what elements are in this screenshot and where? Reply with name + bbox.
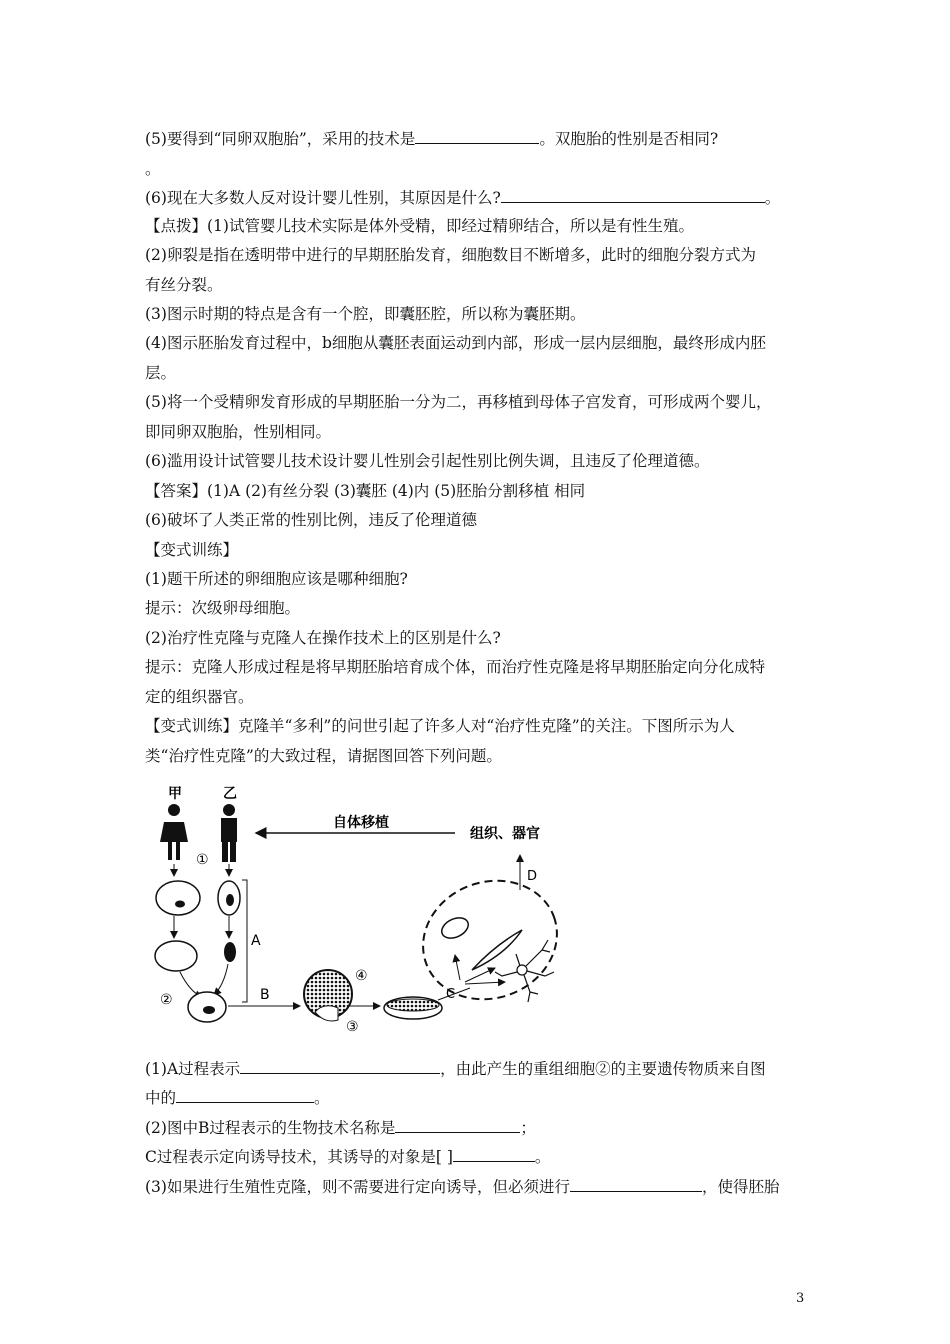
q5-text: (5)要得到“同卵双胞胎”，采用的技术是 [145, 130, 416, 148]
blastocyst [304, 970, 352, 1021]
label-autotransplant: 自体移植 [333, 815, 389, 831]
q5-end: 。 [145, 160, 161, 178]
egg-cell [156, 881, 200, 915]
b2-text-4: 。 [534, 1148, 551, 1166]
label-D: D [527, 869, 538, 884]
hint-line-2: (2)卵裂是指在透明带中进行的早期胚胎发育，细胞数目不断增多，此时的细胞分裂方式为 [145, 246, 756, 264]
b1-cont [145, 1087, 330, 1108]
answer-blank[interactable] [240, 1058, 440, 1074]
answer-blank[interactable] [570, 1176, 702, 1192]
hint-line-6: 层。 [145, 364, 177, 382]
b1-text-4: 。 [314, 1089, 330, 1107]
b1-text-2: ，由此产生的重组细胞②的主要遗传物质来自图 [440, 1060, 766, 1078]
answer-line-1: 【答案】(1)A (2)有丝分裂 (3)囊胚 (4)内 (5)胚胎分割移植 相同 [145, 482, 586, 500]
q6-line [145, 187, 780, 208]
b2-text-3: C过程表示定向诱导技术，其诱导的对象是[ ] [145, 1148, 453, 1166]
q5-text-2: 。双胞胎的性别是否相同? [539, 130, 719, 148]
hint-line-8: 即同卵双胞胎，性别相同。 [145, 423, 332, 441]
label-A: A [251, 933, 261, 949]
hint-line-1: 【点拨】(1)试管婴儿技术实际是体外受精，即经过精卵结合，所以是有性生殖。 [145, 217, 694, 235]
b1-line [145, 1058, 766, 1079]
page-number: 3 [796, 1291, 805, 1306]
tip-2: 提示：克隆人形成过程是将早期胚胎培育成个体，而治疗性克隆是将早期胚胎定向分化成特 [145, 658, 766, 676]
b1-text-3: 中的 [145, 1089, 177, 1107]
label-yi: 乙 [223, 786, 237, 802]
marker-1: ① [196, 852, 209, 868]
hint-line-7: (5)将一个受精卵发育形成的早期胚胎一分为二，再移植到母体子宫发育，可形成两个婴儿， [145, 393, 772, 411]
cell-type-spindle [472, 930, 522, 970]
label-jia: 甲 [168, 786, 182, 802]
label-B: B [260, 987, 270, 1003]
variant-question-1: (1)题干所述的卵细胞应该是哪种细胞? [145, 570, 408, 588]
enucleated-egg [155, 941, 197, 971]
culture-dish [384, 997, 442, 1019]
answer-blank[interactable] [415, 128, 539, 144]
b2-text: (2)图中B过程表示的生物技术名称是 [145, 1119, 396, 1137]
variant2-line-1: 【变式训练】克隆羊“多利”的问世引起了许多人对“治疗性克隆”的关注。下图所示为人 [145, 717, 735, 735]
marker-2: ② [160, 992, 173, 1008]
tip-1: 提示：次级卵母细胞。 [145, 599, 301, 617]
q6-text: (6)现在大多数人反对设计婴儿性别，其原因是什么? [145, 189, 501, 207]
label-C: C [446, 987, 456, 1002]
hint-line-9: (6)滥用设计试管婴儿技术设计婴儿性别会引起性别比例失调，且违反了伦理道德。 [145, 452, 710, 470]
b2-text-2: ； [520, 1119, 536, 1137]
answer-blank[interactable] [501, 187, 765, 203]
variant-question-2: (2)治疗性克隆与克隆人在操作技术上的区别是什么? [145, 629, 501, 647]
answer-blank[interactable] [453, 1146, 535, 1162]
answer-line-2: (6)破坏了人类正常的性别比例，违反了伦理道德 [145, 511, 477, 529]
q5-line [145, 128, 718, 149]
b1-text: (1)A过程表示 [145, 1060, 241, 1078]
hint-line-4: (3)图示时期的特点是含有一个腔，即囊胚腔，所以称为囊胚期。 [145, 305, 586, 323]
variant-heading: 【变式训练】 [145, 541, 239, 559]
b3-text: (3)如果进行生殖性克隆，则不需要进行定向诱导，但必须进行 [145, 1178, 570, 1196]
answer-blank[interactable] [395, 1117, 520, 1133]
b3-line [145, 1176, 779, 1197]
marker-3: ③ [346, 1019, 359, 1035]
tip-2-cont: 定的组织器官。 [145, 688, 254, 706]
b2-cont [145, 1146, 550, 1167]
female-icon [160, 804, 188, 860]
marker-4: ④ [355, 968, 368, 984]
variant2-line-2: 类“治疗性克隆”的大致过程，请据图回答下列问题。 [145, 747, 502, 765]
differentiation-region [406, 862, 570, 1018]
b2-line [145, 1117, 536, 1138]
hint-line-5: (4)图示胚胎发育过程中，b细胞从囊胚表面运动到内部，形成一层内层细胞，最终形成内胚 [145, 334, 766, 352]
hint-line-3: 有丝分裂。 [145, 276, 223, 294]
male-icon [221, 804, 237, 862]
donor-nucleus [224, 942, 236, 962]
cloning-diagram [150, 780, 570, 1035]
q6-end: 。 [764, 189, 781, 207]
bracket-A [242, 880, 247, 1002]
answer-blank[interactable] [176, 1087, 314, 1103]
label-tissue-organ: 组织、器官 [470, 826, 540, 842]
cell-type-round [439, 914, 472, 942]
b3-text-2: ，使得胚胎 [701, 1178, 780, 1196]
